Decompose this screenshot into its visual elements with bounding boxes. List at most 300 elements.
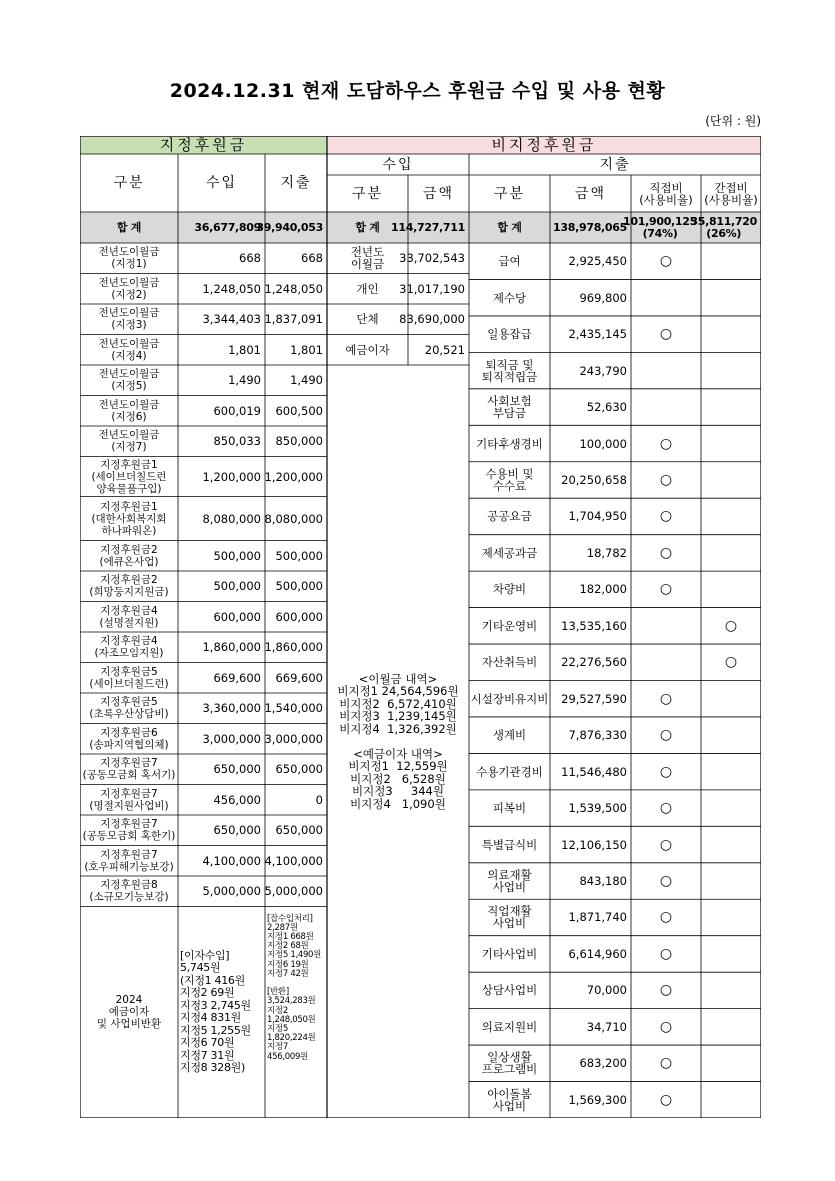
ne-row-indirect <box>701 389 761 425</box>
d-row-income <box>178 396 265 427</box>
ne-row-amount <box>550 571 631 607</box>
d-row-expense-text: 1,248,050 <box>264 281 323 296</box>
ni-row-amount-text: 83,690,000 <box>399 312 465 327</box>
d-row-income <box>178 457 265 497</box>
d-row-income <box>178 497 265 541</box>
ne-row-amount-text: 1,871,740 <box>568 910 627 925</box>
d-row-label-text: 지정후원금7 (공동모금회 혹한기) <box>82 818 176 843</box>
ne-row-direct <box>631 279 701 315</box>
d-row-expense-text: 500,000 <box>275 579 323 594</box>
ni-header-text: 수입 <box>382 156 414 173</box>
ne-header <box>469 154 761 175</box>
ne-row-amount-text: 969,800 <box>579 290 627 305</box>
ne-row-indirect <box>701 681 761 717</box>
d-row-expense-text: 3,000,000 <box>264 731 323 746</box>
ne-row-direct <box>631 717 701 753</box>
ne-row-label-text: 아이돌봄 사업비 <box>487 1086 532 1113</box>
d-row-label <box>80 846 178 877</box>
total-indirect-text: 35,811,720 (26%) <box>690 214 757 240</box>
ne-row-amount <box>550 936 631 972</box>
d-row-income <box>178 754 265 785</box>
ne-row-label <box>469 571 550 607</box>
ni-amount-header-text: 금액 <box>422 185 455 202</box>
ne-row-amount <box>550 681 631 717</box>
ne-row-indirect <box>701 753 761 789</box>
d-row-expense-text: 600,500 <box>275 403 323 418</box>
ni-notes-text: <이월금 내역> 비지정1 24,564,596원 비지정2 6,572,410원 비지정3 1,239,145원 비지정4 1,326,392원 <예금이자 내역> 비지정1 12,559원 비지정2 6,528원 비지정3 344원 비지정4 1,090원 <box>337 671 459 811</box>
d-row-expense <box>265 497 327 541</box>
total-ne-label <box>469 212 550 243</box>
ni-category-header <box>327 175 408 212</box>
interest-row-label <box>80 907 178 1119</box>
ne-row-amount-text: 1,569,300 <box>568 1092 627 1107</box>
d-row-expense <box>265 335 327 366</box>
ne-row-label <box>469 243 550 279</box>
d-row-label-text: 지정후원금6 (송파지역협의체) <box>89 726 169 751</box>
ne-row-amount <box>550 753 631 789</box>
ne-row-label <box>469 1082 550 1118</box>
total-ne-amount <box>550 212 631 243</box>
ne-row-indirect <box>701 863 761 899</box>
d-row-income <box>178 304 265 335</box>
d-row-label <box>80 335 178 366</box>
ne-row-amount-text: 13,535,160 <box>561 618 627 633</box>
d-row-label-text: 전년도이월금 (지정7) <box>98 429 160 454</box>
total-ne-amount-text: 138,978,065 <box>553 220 627 234</box>
ne-row-amount-text: 12,106,150 <box>561 837 627 852</box>
ne-row-amount <box>550 316 631 352</box>
ne-row-label-text: 자산취득비 <box>481 655 538 670</box>
ni-row-amount-text: 20,521 <box>424 342 465 357</box>
direct-header-text: 직접비 (사용비율) <box>639 180 693 207</box>
ne-row-label-text: 일상생활 프로그램비 <box>481 1050 538 1077</box>
d-row-expense <box>265 724 327 755</box>
total-ni-amount <box>391 212 469 243</box>
ni-header <box>327 154 469 175</box>
ne-row-direct <box>631 389 701 425</box>
d-category-header <box>80 154 178 212</box>
ni-row-label <box>327 243 408 274</box>
ne-row-label <box>469 1045 550 1081</box>
d-row-income <box>178 632 265 663</box>
ne-row-direct <box>631 425 701 461</box>
d-row-label-text: 전년도이월금 (지정1) <box>98 246 160 271</box>
ne-row-label-text: 공공요금 <box>487 509 532 524</box>
ne-row-indirect <box>701 1009 761 1045</box>
ne-row-label <box>469 462 550 498</box>
ni-row-amount <box>399 243 469 274</box>
d-row-expense-text: 500,000 <box>275 548 323 563</box>
ne-row-direct-text: ○ <box>659 544 673 561</box>
interest-row-expense: [잡수입처리] 2,287원 지정1 668원 지정2 68원 지정5 1,490원 지정6 19원 지정7 42원 [반환] 3,524,283원 지정2 1,248,050원 지정5 1,820,224원 지정7 456,009원 <box>267 913 322 1062</box>
ne-row-direct <box>631 753 701 789</box>
d-row-label-text: 지정후원금2 (에큐온사업) <box>99 543 159 568</box>
ni-row-label-text: 단체 <box>356 312 379 327</box>
d-row-expense <box>265 571 327 602</box>
total-label-text: 합 계 <box>116 220 142 234</box>
ne-row-label-text: 차량비 <box>492 582 527 597</box>
d-row-expense <box>265 693 327 724</box>
d-row-income <box>178 724 265 755</box>
ne-row-amount <box>550 608 631 644</box>
ne-row-indirect <box>701 717 761 753</box>
d-row-expense <box>265 426 327 457</box>
d-row-expense <box>265 876 327 907</box>
ne-row-amount <box>550 1045 631 1081</box>
ne-row-indirect <box>701 1045 761 1081</box>
ne-row-direct <box>631 352 701 388</box>
d-row-label-text: 지정후원금5 (세이브더칠드런) <box>89 665 169 690</box>
ne-row-amount <box>550 899 631 935</box>
ne-row-label-text: 시설장비유지비 <box>470 691 549 706</box>
d-row-expense <box>265 785 327 816</box>
ne-row-amount-text: 18,782 <box>586 545 627 560</box>
ne-row-direct-text: ○ <box>659 763 673 780</box>
d-row-expense-text: 1,200,000 <box>264 469 323 484</box>
d-row-income <box>178 541 265 572</box>
ne-row-indirect <box>701 936 761 972</box>
ne-row-direct-text: ○ <box>659 945 673 962</box>
ne-header-text: 지출 <box>599 156 631 173</box>
designated-header <box>80 136 327 154</box>
ne-amount-header <box>550 175 631 212</box>
ne-amount-header-text: 금액 <box>574 185 607 202</box>
ne-row-amount-text: 1,704,950 <box>568 509 627 524</box>
d-row-label <box>80 457 178 497</box>
ne-row-direct <box>631 1045 701 1081</box>
ne-row-direct <box>631 462 701 498</box>
ne-row-amount-text: 2,435,145 <box>568 327 627 342</box>
d-row-label <box>80 541 178 572</box>
d-row-expense-text: 1,490 <box>290 373 323 388</box>
page-title: 2024.12.31 현재 도담하우스 후원금 수입 및 사용 현황 <box>169 80 666 102</box>
ne-row-label <box>469 352 550 388</box>
ne-row-label-text: 기타사업비 <box>481 946 538 961</box>
ne-row-direct <box>631 1082 701 1118</box>
designated-header-text: 지정후원금 <box>159 136 248 154</box>
ne-row-direct <box>631 571 701 607</box>
ni-row-amount <box>399 304 469 335</box>
d-row-income <box>178 602 265 633</box>
d-row-income-text: 500,000 <box>213 548 261 563</box>
d-row-expense-text: 1,801 <box>290 342 323 357</box>
ne-row-direct-text: ○ <box>659 253 673 270</box>
ne-row-amount-text: 2,925,450 <box>568 254 627 269</box>
ne-row-direct <box>631 316 701 352</box>
d-row-label-text: 전년도이월금 (지정2) <box>98 276 160 301</box>
d-row-label <box>80 663 178 694</box>
ne-row-amount-text: 70,000 <box>586 983 627 998</box>
d-row-expense-text: 5,000,000 <box>264 884 323 899</box>
d-row-expense <box>265 274 327 305</box>
ne-row-label-text: 기타후생경비 <box>476 436 543 451</box>
ne-row-direct-text: ○ <box>659 836 673 853</box>
ne-row-indirect <box>701 826 761 862</box>
ne-row-amount-text: 52,630 <box>586 400 627 415</box>
d-row-label <box>80 304 178 335</box>
d-row-income <box>178 846 265 877</box>
ne-row-label-text: 사회보험 부담금 <box>487 394 532 421</box>
ne-row-amount-text: 843,180 <box>579 874 627 888</box>
d-row-label-text: 지정후원금2 (희망둥지지원금) <box>89 574 169 599</box>
total-indirect <box>690 212 761 243</box>
d-row-income-text: 669,600 <box>213 670 261 685</box>
ne-row-amount <box>550 972 631 1008</box>
ne-row-label <box>469 863 550 899</box>
ne-row-label <box>469 972 550 1008</box>
total-d-income-text: 36,677,809 <box>194 220 261 234</box>
d-row-expense <box>265 632 327 663</box>
ne-row-amount-text: 20,250,658 <box>561 472 627 487</box>
interest-row-income <box>178 907 265 1119</box>
ne-row-indirect <box>701 243 761 279</box>
d-row-label <box>80 571 178 602</box>
d-row-label-text: 지정후원금5 (초록우산상담비) <box>89 696 169 721</box>
nondesignated-header <box>327 136 761 154</box>
d-row-label <box>80 602 178 633</box>
ne-row-indirect <box>701 790 761 826</box>
ne-row-amount-text: 1,539,500 <box>568 801 627 816</box>
d-row-income <box>178 274 265 305</box>
d-row-label <box>80 693 178 724</box>
ne-row-amount <box>550 790 631 826</box>
d-row-label-text: 전년도이월금 (지정5) <box>98 368 160 393</box>
ne-row-label-text: 직업재활 사업비 <box>487 904 532 931</box>
d-row-expense-text: 8,080,000 <box>264 511 323 526</box>
d-row-expense <box>265 243 327 274</box>
ne-row-label <box>469 389 550 425</box>
ni-notes <box>327 365 469 1118</box>
d-row-expense-text: 1,837,091 <box>264 312 323 327</box>
ne-row-direct-text: ○ <box>659 1091 673 1108</box>
d-row-label <box>80 876 178 907</box>
d-row-expense-text: 850,000 <box>275 434 323 449</box>
ne-row-label <box>469 498 550 534</box>
d-row-label <box>80 632 178 663</box>
ne-row-direct-text: ○ <box>659 435 673 452</box>
d-row-income <box>178 365 265 396</box>
ne-row-direct <box>631 498 701 534</box>
ne-row-label <box>469 936 550 972</box>
ne-row-direct-text: ○ <box>659 873 673 889</box>
ne-row-indirect <box>701 972 761 1008</box>
ne-row-direct <box>631 863 701 899</box>
d-row-label <box>80 724 178 755</box>
d-row-expense <box>265 602 327 633</box>
d-row-income-text: 650,000 <box>213 762 261 777</box>
d-row-income <box>178 571 265 602</box>
ne-row-indirect <box>701 498 761 534</box>
ne-row-direct <box>631 535 701 571</box>
ni-row-amount-text: 33,702,543 <box>399 251 465 266</box>
direct-header <box>631 175 701 212</box>
ne-row-direct <box>631 826 701 862</box>
d-row-expense <box>265 846 327 877</box>
ne-row-label-text: 수용비 및 수수료 <box>485 466 534 493</box>
ne-row-indirect <box>701 1082 761 1118</box>
ne-category-header-text: 구분 <box>493 185 526 202</box>
ne-row-amount <box>550 498 631 534</box>
ne-row-amount-text: 34,710 <box>586 1019 627 1034</box>
ne-row-amount <box>550 717 631 753</box>
d-row-label <box>80 365 178 396</box>
d-row-label-text: 지정후원금4 (설명절지원) <box>99 604 159 629</box>
ne-row-direct <box>631 936 701 972</box>
d-row-expense <box>265 304 327 335</box>
ne-row-amount <box>550 279 631 315</box>
d-row-label <box>80 274 178 305</box>
ne-row-indirect <box>701 462 761 498</box>
ne-row-direct-text: ○ <box>659 326 673 343</box>
ne-row-label-text: 제세공과금 <box>481 545 538 560</box>
d-row-label <box>80 497 178 541</box>
total-label <box>80 212 178 243</box>
indirect-header-text: 간접비 (사용비율) <box>704 180 758 207</box>
d-row-label-text: 전년도이월금 (지정3) <box>98 307 160 332</box>
ne-category-header <box>469 175 550 212</box>
ne-row-direct-text: ○ <box>659 1055 673 1072</box>
d-row-label-text: 지정후원금1 (대한사회복지회 하나파워온) <box>91 500 167 537</box>
d-row-income <box>178 693 265 724</box>
d-row-expense-text: 4,100,000 <box>264 853 323 868</box>
d-row-income <box>178 663 265 694</box>
ne-row-label-text: 급여 <box>498 254 521 269</box>
total-ne-label-text: 합 계 <box>497 220 522 234</box>
d-row-income-text: 1,490 <box>228 373 261 388</box>
d-row-expense-text: 1,860,000 <box>264 640 323 655</box>
ni-amount-header <box>408 175 469 212</box>
ne-row-label-text: 피복비 <box>492 801 527 816</box>
ne-row-label <box>469 790 550 826</box>
ne-row-direct-text: ○ <box>659 909 673 926</box>
d-row-label-text: 지정후원금1 (세이브더칠드런 양육물품구입) <box>91 458 167 495</box>
d-row-label <box>80 396 178 427</box>
d-row-income <box>178 426 265 457</box>
ne-row-direct-text: ○ <box>659 800 673 817</box>
ne-row-label <box>469 535 550 571</box>
ni-row-label <box>327 274 408 305</box>
ni-row-amount <box>408 335 469 366</box>
d-row-label <box>80 785 178 816</box>
ne-row-amount <box>550 644 631 680</box>
ne-row-amount <box>550 863 631 899</box>
d-income-header-text: 수입 <box>205 175 238 191</box>
interest-row-income-text: [이자수입] 5,745원 (지정1 416원 지정2 69원 지정3 2,745원 지정4 831원 지정5 1,255원 지정6 70원 지정7 31원 지정8 328원) <box>180 948 251 1075</box>
ne-row-label-text: 의료지원비 <box>481 1019 538 1034</box>
d-category-header-text: 구분 <box>113 175 145 191</box>
d-row-expense <box>265 541 327 572</box>
ne-row-amount-text: 243,790 <box>579 363 627 378</box>
d-row-expense-text: 0 <box>315 792 323 807</box>
ne-row-direct <box>631 1009 701 1045</box>
total-d-expense <box>256 212 327 243</box>
d-row-expense <box>265 754 327 785</box>
ni-row-label <box>327 304 408 335</box>
d-row-income <box>178 335 265 366</box>
ne-row-direct-text: ○ <box>659 1018 673 1035</box>
ne-row-label <box>469 608 550 644</box>
d-row-income-text: 1,248,050 <box>202 281 261 296</box>
ni-row-label-text: 개인 <box>356 281 379 296</box>
ne-row-label-text: 의료재활 사업비 <box>487 868 532 894</box>
d-row-label <box>80 815 178 846</box>
indirect-header <box>701 175 761 212</box>
ne-row-amount <box>550 425 631 461</box>
d-row-label-text: 지정후원금7 (명절지원사업비) <box>89 787 169 812</box>
ne-row-indirect <box>701 279 761 315</box>
d-row-income-text: 850,033 <box>213 434 261 449</box>
ne-row-indirect <box>701 316 761 352</box>
ni-row-label-text: 예금이자 <box>345 342 390 357</box>
ne-row-direct <box>631 899 701 935</box>
ne-row-amount <box>550 1009 631 1045</box>
nondesignated-header-text: 비지정후원금 <box>491 136 597 154</box>
d-row-income-text: 1,200,000 <box>202 469 261 484</box>
unit-label: (단위 : 원) <box>705 114 761 128</box>
d-row-expense-text: 600,000 <box>275 609 323 624</box>
ne-row-amount-text: 11,546,480 <box>561 764 627 779</box>
total-d-income <box>178 212 265 243</box>
ne-row-direct-text: ○ <box>659 471 673 488</box>
ne-row-direct-text: ○ <box>659 581 673 598</box>
ne-row-label-text: 기타운영비 <box>481 618 538 633</box>
d-row-expense <box>265 457 327 497</box>
d-row-label-text: 전년도이월금 (지정4) <box>98 337 160 362</box>
d-row-income-text: 600,000 <box>213 609 261 624</box>
ne-row-label-text: 수용기관경비 <box>476 764 543 779</box>
ne-row-direct <box>631 681 701 717</box>
ne-row-indirect-text: ○ <box>724 617 738 634</box>
ne-row-amount <box>550 826 631 862</box>
ni-row-amount <box>399 274 469 305</box>
d-row-label-text: 지정후원금8 (소규모기능보강) <box>89 879 169 904</box>
total-direct-text: 101,900,125 (74%) <box>623 214 697 240</box>
ne-row-direct <box>631 972 701 1008</box>
ne-row-label-text: 제수당 <box>492 290 527 305</box>
d-row-income-text: 1,801 <box>228 342 261 357</box>
support-fund-table <box>80 136 761 1118</box>
ne-row-direct-text: ○ <box>659 982 673 999</box>
ne-row-amount <box>550 1082 631 1118</box>
d-row-income-text: 650,000 <box>213 823 261 838</box>
d-row-income <box>178 876 265 907</box>
ne-row-amount <box>550 462 631 498</box>
ne-row-amount-text: 683,200 <box>579 1056 627 1071</box>
d-row-income-text: 4,100,000 <box>202 853 261 868</box>
ne-row-direct <box>631 608 701 644</box>
d-row-income-text: 1,860,000 <box>202 640 261 655</box>
d-row-expense-text: 669,600 <box>275 670 323 685</box>
ne-row-amount-text: 182,000 <box>579 582 627 597</box>
ne-row-direct-text: ○ <box>659 727 673 744</box>
d-row-income-text: 500,000 <box>213 579 261 594</box>
d-row-expense-text: 668 <box>301 251 323 266</box>
ne-row-direct-text: ○ <box>659 690 673 707</box>
d-row-income-text: 456,000 <box>213 792 261 807</box>
ne-row-label <box>469 826 550 862</box>
ne-row-label <box>469 753 550 789</box>
ne-row-label-text: 상담사업비 <box>481 983 538 998</box>
ne-row-label-text: 일용잡급 <box>487 327 532 342</box>
d-row-income <box>178 815 265 846</box>
d-row-label <box>80 754 178 785</box>
ne-row-label <box>469 717 550 753</box>
d-income-header <box>178 154 265 212</box>
d-row-label-text: 지정후원금7 (공동모금회 혹서기) <box>82 757 176 782</box>
ne-row-indirect <box>701 571 761 607</box>
d-row-label <box>80 426 178 457</box>
ne-row-amount <box>550 243 631 279</box>
